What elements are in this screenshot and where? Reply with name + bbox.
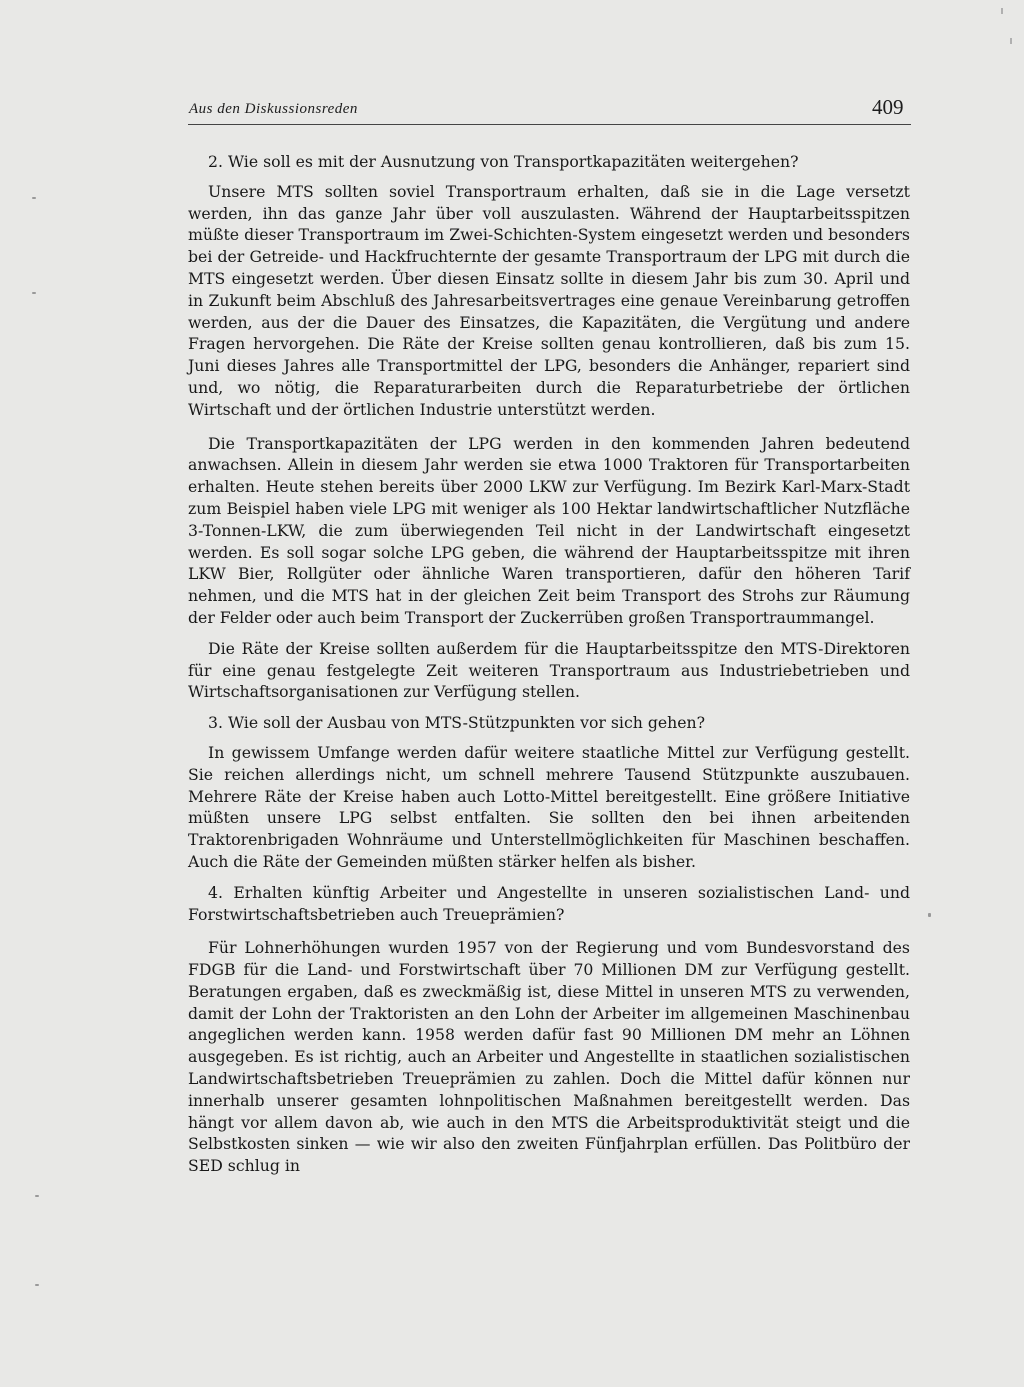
paragraph: Für Lohnerhöhungen wurden 1957 von der Regierung und vom Bundesvorstand des FDGB für die Land- und Forstwirtschaft über 70 Millionen DM zur Verfügung gestellt. Beratungen ergaben, daß es zweckmäßig ist, diese Mittel in unseren MTS zu verwenden, damit der Lohn der Traktoristen an den Lohn der Arbeiter im allgemeinen Maschinenbau angeglichen werden kann. 1958 werden dafür fast 90 Millionen DM mehr an Löhnen ausgegeben. Es ist richtig, auch an Arbeiter und Angestellte in staatlichen sozialistischen Landwirtschaftsbetrieben Treueprämien zu zahlen. Doch die Mittel dafür können nur innerhalb unserer gesamten lohnpolitischen Maßnahmen bereitgestellt werden. Das hängt vor allem davon ab, wie auch in den MTS die Arbeitsproduktivität steigt und die Selbstkosten sinken — wie wir also den zweiten Fünfjahrplan erfüllen. Das Politbüro der SED schlug in [188,938,910,1176]
page-body [188,151,910,1177]
header-divider [188,124,911,125]
section-heading-2: 2. Wie soll es mit der Ausnutzung von Transportkapazitäten weitergehen? [208,152,799,171]
running-head: Aus den Diskussionsreden [189,101,358,117]
scan-speck [928,913,931,917]
scan-edge-mark [1001,8,1003,14]
paragraph: Die Räte der Kreise sollten außerdem für die Hauptarbeitsspitze den MTS-Direktoren für eine genau festgelegte Zeit weiteren Transportraum aus Industriebetrieben und Wirtschaftsorganisationen zur Verfügung stellen. [188,638,910,702]
paragraph: In gewissem Umfange werden dafür weitere staatliche Mittel zur Verfügung gestellt. Sie reichen allerdings nicht, um schnell mehrere Tausend Stützpunkte auszubauen. Mehrere Räte der Kreise haben auch Lotto-Mittel bereitgestellt. Eine größere Initiative müßten unsere LPG selbst entfalten. Sie sollten den bei ihnen arbeitenden Traktorenbrigaden Wohnräume und Unterstellmöglichkeiten für Maschinen beschaffen. Auch die Räte der Gemeinden müßten stärker helfen als bisher. [188,742,910,871]
scan-speck [35,1284,39,1286]
section-heading-4: 4. Erhalten künftig Arbeiter und Angestellte in unseren sozialistischen Land- und Forstwirtschaftsbetrieben auch Treueprämien? [188,882,910,924]
paragraph: Unsere MTS sollten soviel Transportraum erhalten, daß sie in die Lage versetzt werden, ihn das ganze Jahr über voll auszulasten. Während der Hauptarbeitsspitzen müßte dieser Transportraum im Zwei-Schichten-System eingesetzt werden und besonders bei der Getreide- und Hackfruchternte der gesamte Transportraum der LPG mit durch die MTS eingesetzt werden. Über diesen Einsatz sollte in diesem Jahr bis zum 30. April und in Zukunft beim Abschluß des Jahresarbeitsvertrages eine genaue Vereinbarung getroffen werden, aus der die Dauer des Einsatzes, die Kapazitäten, die Vergütung und andere Fragen hervorgehen. Die Räte der Kreise sollten genau kontrollieren, daß bis zum 15. Juni dieses Jahres alle Transportmittel der LPG, besonders die Anhänger, repariert sind und, wo nötig, die Reparaturarbeiten durch die Reparaturbetriebe der örtlichen Wirtschaft und der örtlichen Industrie unterstützt werden. [188,181,910,419]
scan-speck [35,1195,39,1197]
paragraph: Die Transportkapazitäten der LPG werden in den kommenden Jahren bedeutend anwachsen. Allein in diesem Jahr werden sie etwa 1000 Traktoren für Transportarbeiten erhalten. Heute stehen bereits über 2000 LKW zur Verfügung. Im Bezirk Karl-Marx-Stadt zum Beispiel haben viele LPG mit weniger als 100 Hektar landwirtschaftlicher Nutzfläche 3-Tonnen-LKW, die zum überwiegenden Teil nicht in der Landwirtschaft eingesetzt werden. Es soll sogar solche LPG geben, die während der Hauptarbeitsspitze mit ihren LKW Bier, Rollgüter oder ähnliche Waren transportieren, dafür den höheren Tarif nehmen, und die MTS hat in der gleichen Zeit beim Transport des Strohs zur Räumung der Felder oder auch beim Transport der Zuckerrüben großen Transportraummangel. [188,433,910,627]
scan-speck [32,197,36,199]
scan-edge-mark [1010,38,1012,44]
scan-speck [32,292,36,294]
section-heading-3: 3. Wie soll der Ausbau von MTS-Stützpunkten vor sich gehen? [208,713,706,733]
page-number: 409 [872,95,904,119]
